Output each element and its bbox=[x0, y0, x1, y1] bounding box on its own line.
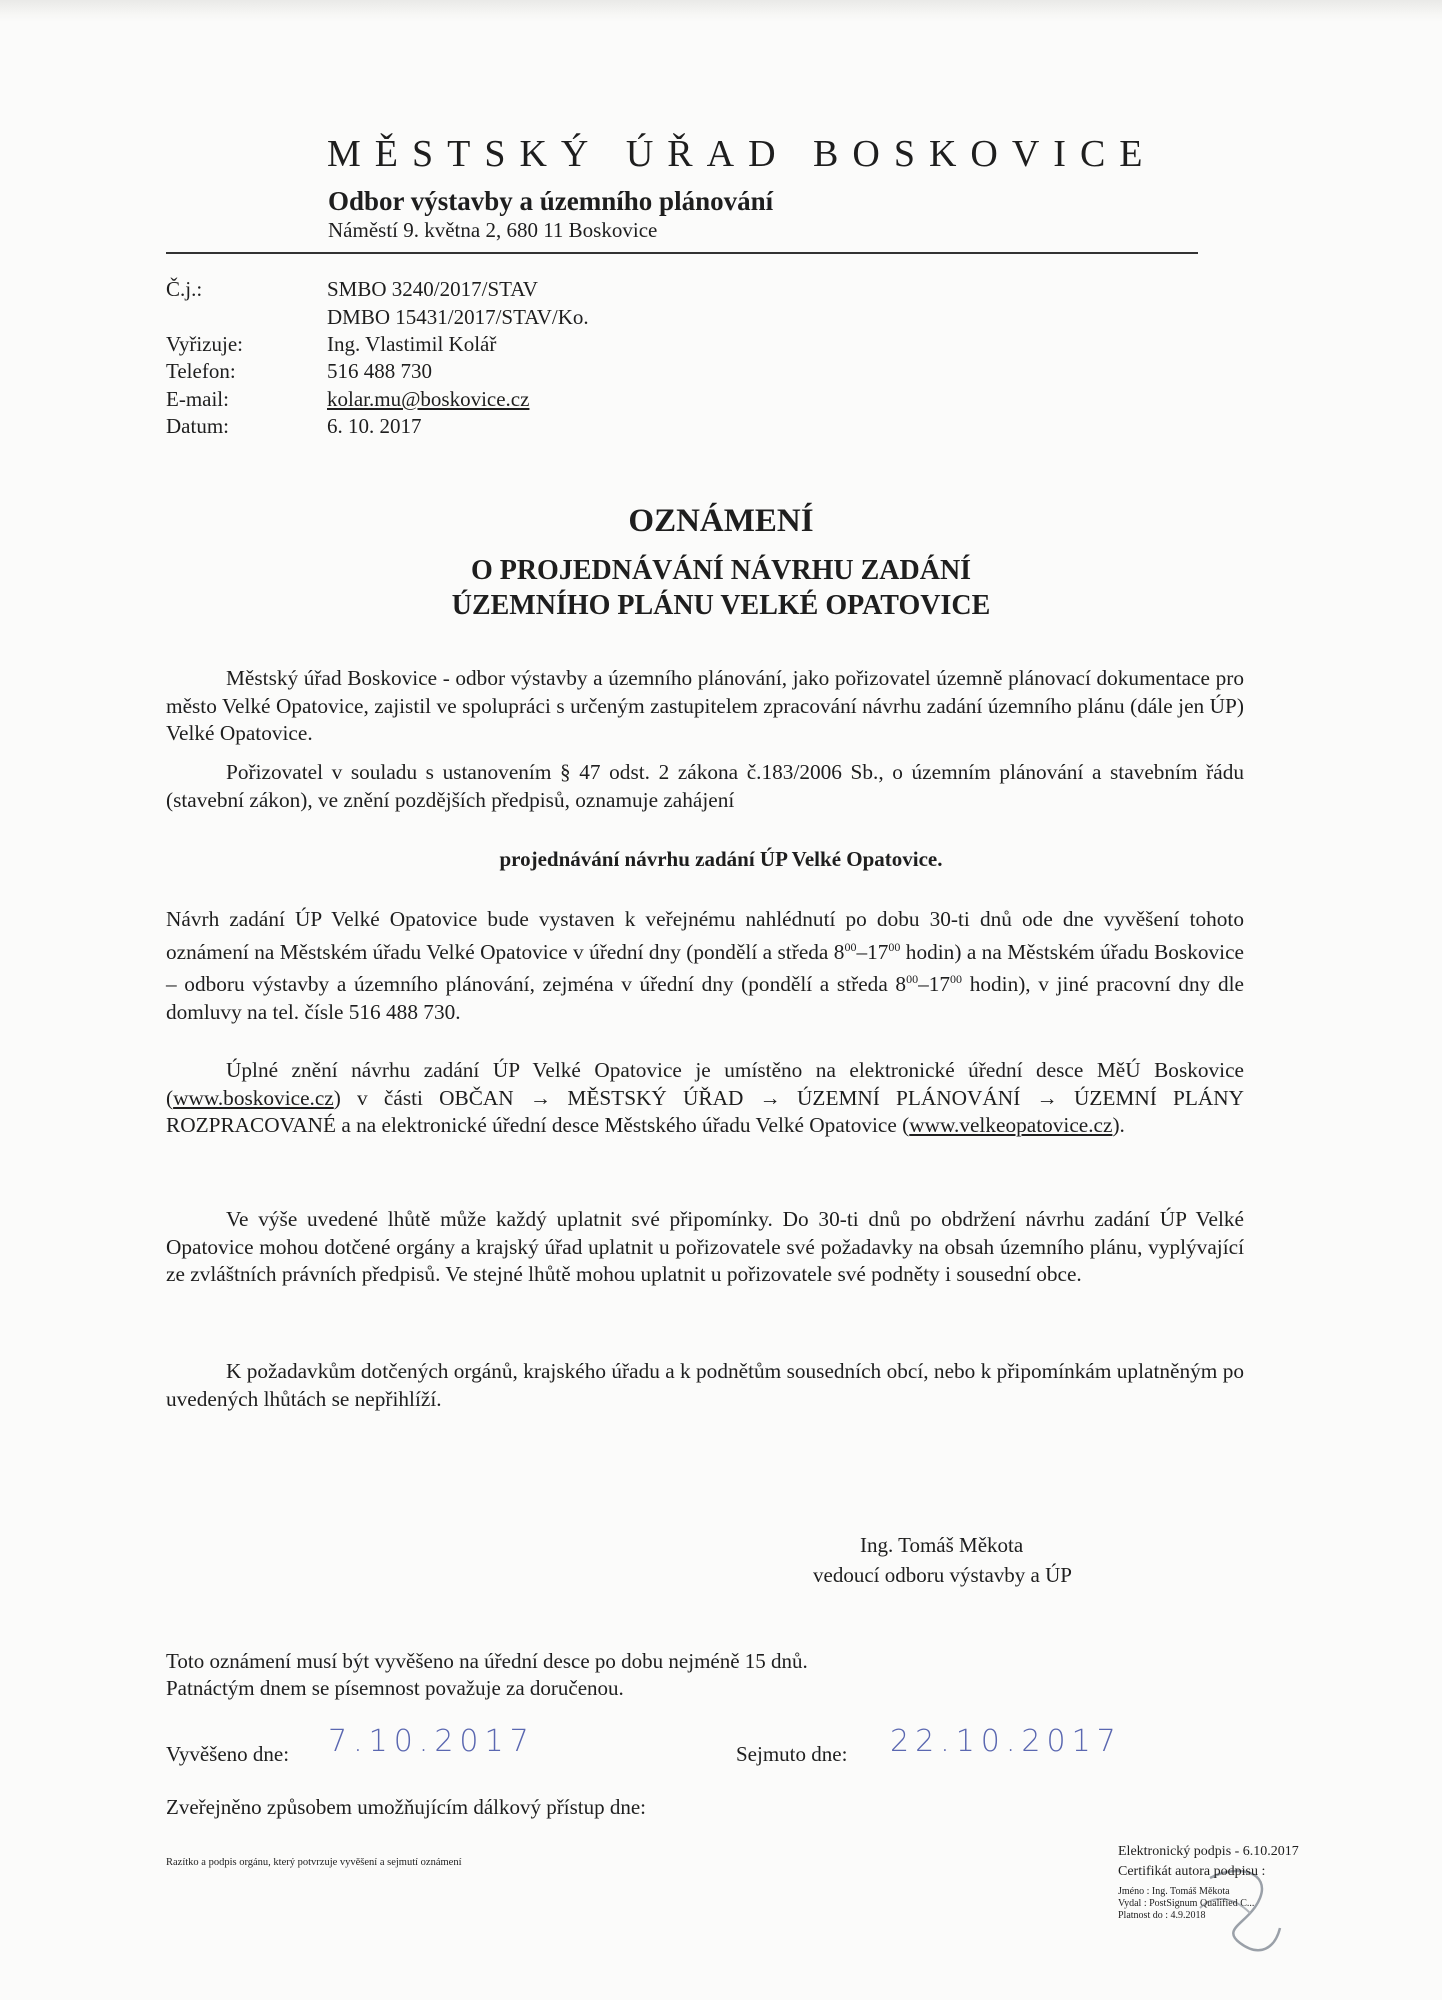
removed-label: Sejmuto dne: bbox=[736, 1742, 848, 1766]
esig-line-4: Vydal : PostSignum Qualified C... bbox=[1118, 1898, 1255, 1909]
office-title: MĚSTSKÝ ÚŘAD BOSKOVICE bbox=[327, 133, 1157, 175]
posted-date-handwritten: 7.10.2017 bbox=[328, 1724, 535, 1759]
esig-line-1: Elektronický podpis - 6.10.2017 bbox=[1118, 1844, 1299, 1859]
cj-value-1: SMBO 3240/2017/STAV bbox=[327, 277, 538, 301]
p3-text-c: hodin) a na Městském úřadu Boskovice – odboru výstavby a územního plánování, zejména v úřední dny (pondělí a středa 8 bbox=[166, 939, 1244, 997]
boskovice-web-link[interactable]: www.boskovice.cz bbox=[173, 1085, 334, 1110]
department-name: Odbor výstavby a územního plánování bbox=[328, 186, 774, 216]
posted-label: Vyvěšeno dne: bbox=[166, 1742, 290, 1766]
signatory-role: vedoucí odboru výstavby a ÚP bbox=[813, 1563, 1072, 1587]
esig-line-3: Jméno : Ing. Tomáš Měkota bbox=[1118, 1886, 1230, 1897]
header-divider bbox=[166, 252, 1198, 254]
p3-sup-3: 00 bbox=[906, 972, 919, 987]
phone-value: 516 488 730 bbox=[327, 359, 432, 383]
p3-text-a: Návrh zadání ÚP Velké Opatovice bude vystaven k veřejnému nahlédnutí po dobu 30-ti dnů ode dne vyvěšení tohoto oznámení na Městském úřadu Velké Opatovice v úřední dny (pondělí a středa 8 bbox=[166, 907, 1244, 964]
office-address: Náměstí 9. května 2, 680 11 Boskovice bbox=[328, 218, 658, 242]
p3-sup-4: 00 bbox=[950, 972, 963, 987]
velkeopatovice-web-link[interactable]: www.velkeopatovice.cz bbox=[909, 1113, 1113, 1137]
scan-edge bbox=[0, 0, 1442, 22]
stamp-note: Razítko a podpis orgánu, který potvrzuje vyvěšení a sejmutí oznámení bbox=[166, 1857, 462, 1868]
paragraph-5: Ve výše uvedené lhůtě může každý uplatnit své připomínky. Do 30-ti dnů po obdržení návrhu zadání ÚP Velké Opatovice mohou dotčené orgány a krajský úřad uplatnit u pořizovatele své požadavky na obsah územního plánu, vyplývající ze zvláštních právních předpisů. Ve stejné lhůtě mohou uplatnit u pořizovatele své podněty i sousední obce. bbox=[166, 1207, 1244, 1286]
paragraph-6: K požadavkům dotčených orgánů, krajského úřadu a k podnětům sousedních obcí, nebo k připomínkám uplatněným po uvedených lhůtách se nepřihlíží. bbox=[166, 1359, 1244, 1411]
remote-access-label: Zveřejněno způsobem umožňujícím dálkový přístup dne: bbox=[166, 1795, 646, 1819]
p4-text-b: ) v části OBČAN → MĚSTSKÝ ÚŘAD → ÚZEMNÍ PLÁNOVÁNÍ → ÚZEMNÍ PLÁNY ROZPRACOVANÉ a na elektronické úřední desce Městského úřadu Velké Opatovice ( bbox=[166, 1085, 1244, 1137]
esig-line-2: Certifikát autora podpisu : bbox=[1118, 1864, 1266, 1879]
p3-sup-2: 00 bbox=[888, 939, 901, 954]
date-value: 6. 10. 2017 bbox=[327, 414, 422, 438]
notice-heading: OZNÁMENÍ bbox=[628, 503, 814, 539]
phone-label: Telefon: bbox=[166, 359, 236, 383]
p4-text-a: Úplné znění návrhu zadání ÚP Velké Opatovice je umístěno na elektronické úřední desce MěÚ Boskovice ( bbox=[166, 1058, 1244, 1110]
removed-date-handwritten: 22.10.2017 bbox=[890, 1724, 1122, 1759]
paragraph-4 bbox=[166, 1057, 1244, 1140]
esig-line-5: Platnost do : 4.9.2018 bbox=[1118, 1910, 1206, 1921]
footer-delivery-note: Patnáctým dnem se písemnost považuje za doručenou. bbox=[166, 1676, 624, 1700]
date-label: Datum: bbox=[166, 414, 229, 438]
p3-text-b: –17 bbox=[856, 939, 889, 964]
cj-label: Č.j.: bbox=[166, 277, 203, 301]
email-link[interactable]: kolar.mu@boskovice.cz bbox=[327, 387, 530, 411]
subheading-line-2: ÚZEMNÍHO PLÁNU VELKÉ OPATOVICE bbox=[451, 590, 991, 621]
notice-subheading bbox=[0, 553, 1442, 623]
p3-text-e: hodin), v jiné pracovní dny dle domluvy na tel. čísle 516 488 730. bbox=[166, 972, 1244, 1024]
signature-block bbox=[813, 1530, 1072, 1590]
handler-value: Ing. Vlastimil Kolář bbox=[327, 332, 497, 356]
p4-text-c: ). bbox=[1112, 1113, 1125, 1137]
subheading-line-1: O PROJEDNÁVÁNÍ NÁVRHU ZADÁNÍ bbox=[470, 555, 972, 586]
paragraph-2: Pořizovatel v souladu s ustanovením § 47 odst. 2 zákona č.183/2006 Sb., o územním plánování a stavebním řádu (stavební zákon), ve znění pozdějších předpisů, oznamuje zahájení bbox=[166, 760, 1244, 812]
footer-posting-note: Toto oznámení musí být vyvěšeno na úřední desce po dobu nejméně 15 dnů. bbox=[166, 1649, 808, 1673]
p3-sup-1: 00 bbox=[844, 939, 857, 954]
paragraph-1: Městský úřad Boskovice - odbor výstavby a územního plánování, jako pořizovatel územně plánovací dokumentace pro město Velké Opatovice, zajistil ve spolupráci s určeným zastupitelem zpracování návrhu zadání územního plánu (dále jen ÚP) Velké Opatovice. bbox=[166, 666, 1244, 745]
signatory-name: Ing. Tomáš Měkota bbox=[860, 1533, 1024, 1557]
paragraph-3 bbox=[166, 906, 1244, 1026]
email-label: E-mail: bbox=[166, 387, 229, 411]
p3-text-d: –17 bbox=[918, 972, 951, 997]
handler-label: Vyřizuje: bbox=[166, 332, 243, 356]
cj-value-2: DMBO 15431/2017/STAV/Ko. bbox=[327, 305, 589, 329]
electronic-signature-box bbox=[1118, 1842, 1338, 1970]
highlight-statement: projednávání návrhu zadání ÚP Velké Opatovice. bbox=[499, 847, 943, 871]
